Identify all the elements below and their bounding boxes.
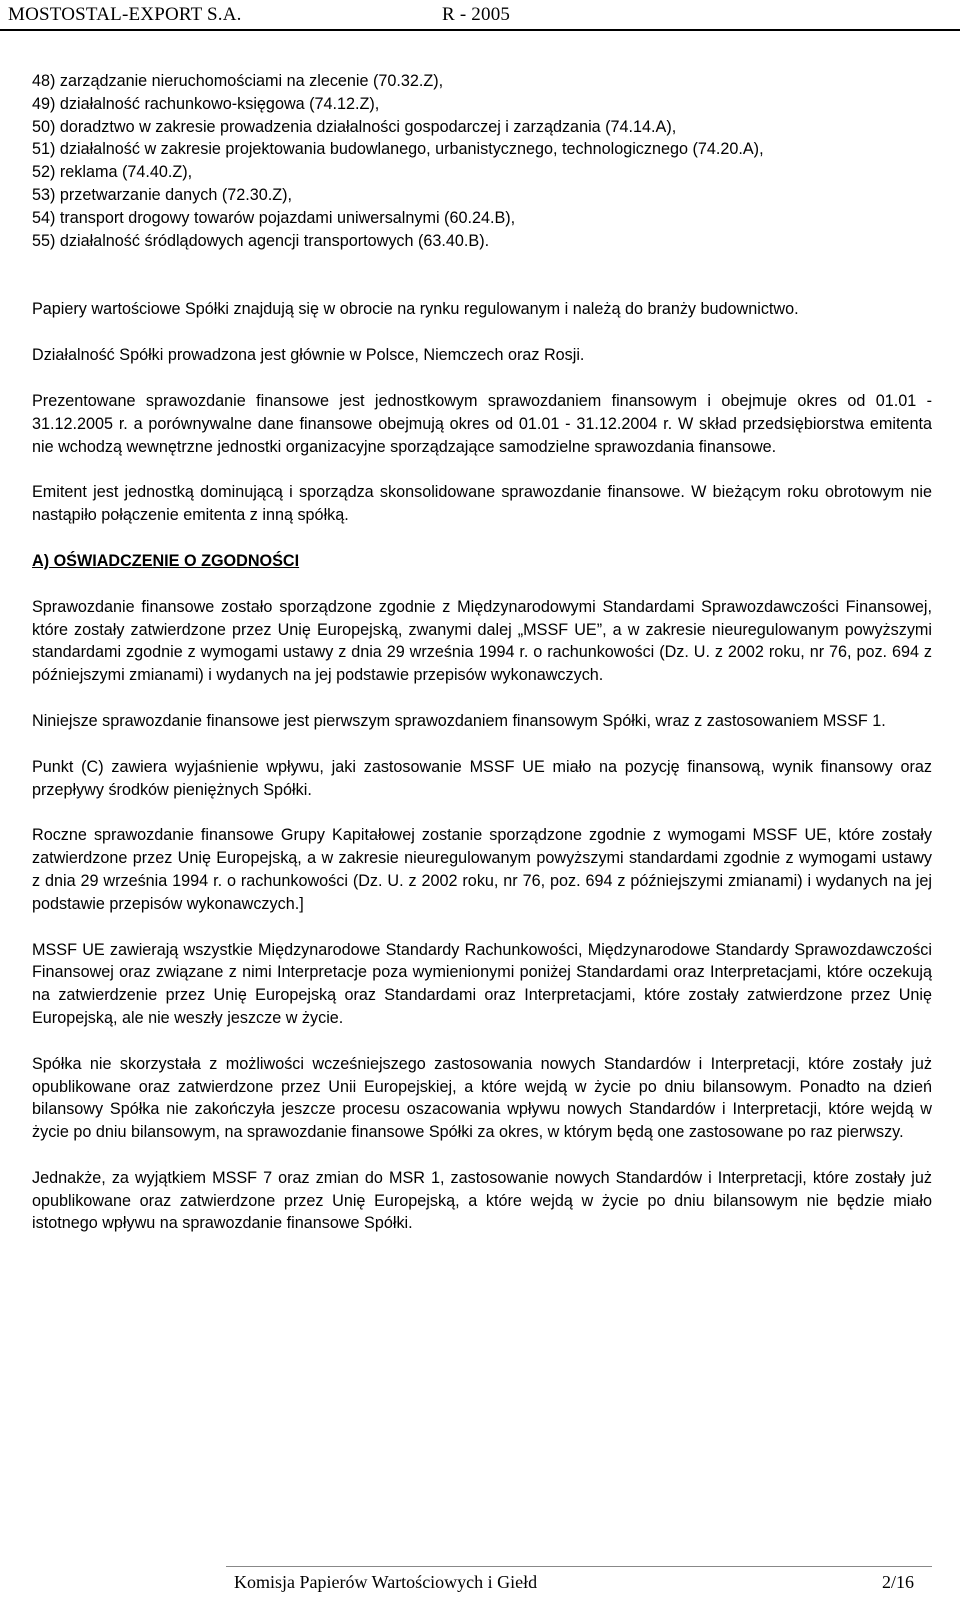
header-company: MOSTOSTAL-EXPORT S.A. — [8, 4, 242, 25]
paragraph: Emitent jest jednostką dominującą i sporządza skonsolidowane sprawozdanie finansowe. W bieżącym roku obrotowym nie nastąpiło połączenie emitenta z inną spółką. — [32, 483, 932, 525]
footer-rule — [226, 1566, 932, 1567]
page-number: 2/16 — [882, 1572, 915, 1592]
paragraph: Punkt (C) zawiera wyjaśnienie wpływu, jaki zastosowanie MSSF UE miało na pozycję finansową, wynik finansowy oraz przepływy środków pieniężnych Spółki. — [32, 757, 932, 799]
header-report-id: R - 2005 — [442, 4, 511, 25]
document-body — [32, 70, 932, 1235]
list-item: 54) transport drogowy towarów pojazdami uniwersalnymi (60.24.B), — [32, 208, 516, 227]
paragraph: Sprawozdanie finansowe zostało sporządzone zgodnie z Międzynarodowymi Standardami Sprawozdawczości Finansowej, które zostały zatwierdzone przez Unię Europejską, zwanymi dalej „MSSF UE”, a w zakresie nieuregulowanym powyższymi standardami zgodnie z wymogami ustawy z dnia 29 września 1994 r. o rachunkowości (Dz. U. z 2002 roku, nr 76, poz. 694 z późniejszymi zmianami) i wydanych na jej podstawie przepisów wykonawczych. — [32, 597, 932, 685]
paragraph: Jednakże, za wyjątkiem MSSF 7 oraz zmian do MSR 1, zastosowanie nowych Standardów i Interpretacji, które zostały już opublikowane oraz zatwierdzone przez Unię Europejską, a które wejdą w życie po dniu bilansowym nie będzie miało istotnego wpływu na sprawozdanie finansowe Spółki. — [32, 1168, 932, 1233]
list-item: 49) działalność rachunkowo-księgowa (74.12.Z), — [32, 94, 380, 113]
paragraph: Prezentowane sprawozdanie finansowe jest jednostkowym sprawozdaniem finansowym i obejmuje okres od 01.01 - 31.12.2005 r. a porównywalne dane finansowe obejmują okres od 01.01 - 31.12.2004 r. W skład przedsiębiorstwa emitenta nie wchodzą wewnętrzne jednostki organizacyjne sporządzające samodzielne sprawozdania finansowe. — [32, 391, 932, 456]
paragraph: Niniejsze sprawozdanie finansowe jest pierwszym sprawozdaniem finansowym Spółki, wraz z zastosowaniem MSSF 1. — [32, 711, 886, 730]
list-item: 55) działalność śródlądowych agencji transportowych (63.40.B). — [32, 231, 490, 250]
list-item: 50) doradztwo w zakresie prowadzenia działalności gospodarczej i zarządzania (74.14.A), — [32, 117, 677, 136]
header-rule — [0, 29, 960, 31]
footer-institution: Komisja Papierów Wartościowych i Giełd — [234, 1572, 538, 1592]
paragraph: MSSF UE zawierają wszystkie Międzynarodowe Standardy Rachunkowości, Międzynarodowe Standardy Sprawozdawczości Finansowej oraz związane z nimi Interpretacje poza wymienionymi poniżej Standardami oraz Interpretacjami, które oczekują na zatwierdzenie przez Unię Europejską oraz Standardami oraz Interpretacjami, które zostały zatwierdzone przez Unię Europejską, ale nie weszły jeszcze w życie. — [32, 940, 932, 1027]
activity-list — [32, 70, 932, 252]
paragraph: Spółka nie skorzystała z możliwości wcześniejszego zastosowania nowych Standardów i Interpretacji, które zostały już opublikowane oraz zatwierdzone przez Unii Europejskiej, a które wejdą w życie po dniu bilansowym. Ponadto na dzień bilansowy Spółka nie zakończyła jeszcze procesu oszacowania wpływu nowych Standardów i Interpretacji, które wejdą w życie po dniu bilansowym, na sprawozdanie finansowe Spółki za okres, w którym będą one zastosowane po raz pierwszy. — [32, 1054, 932, 1142]
list-item: 52) reklama (74.40.Z), — [32, 163, 193, 182]
paragraph: Działalność Spółki prowadzona jest głównie w Polsce, Niemczech oraz Rosji. — [32, 346, 585, 365]
section-heading: A) OŚWIADCZENIE O ZGODNOŚCI — [32, 551, 300, 570]
paragraph: Roczne sprawozdanie finansowe Grupy Kapitałowej zostanie sporządzone zgodnie z wymogami MSSF UE, które zostały zatwierdzone przez Unię Europejską, a w zakresie nieuregulowanym powyższymi standardami zgodnie z wymogami ustawy z dnia 29 września 1994 r. o rachunkowości (Dz. U. z 2002 roku, nr 76, poz. 694 z późniejszymi zmianami) i wydanych na jej podstawie przepisów wykonawczych.] — [32, 826, 932, 913]
list-item: 53) przetwarzanie danych (72.30.Z), — [32, 185, 293, 204]
list-item: 51) działalność w zakresie projektowania budowlanego, urbanistycznego, technologicznego (74.20.A), — [32, 140, 764, 159]
list-item: 48) zarządzanie nieruchomościami na zlecenie (70.32.Z), — [32, 72, 444, 90]
paragraph: Papiery wartościowe Spółki znajdują się w obrocie na rynku regulowanym i należą do branży budownictwo. — [32, 300, 799, 319]
